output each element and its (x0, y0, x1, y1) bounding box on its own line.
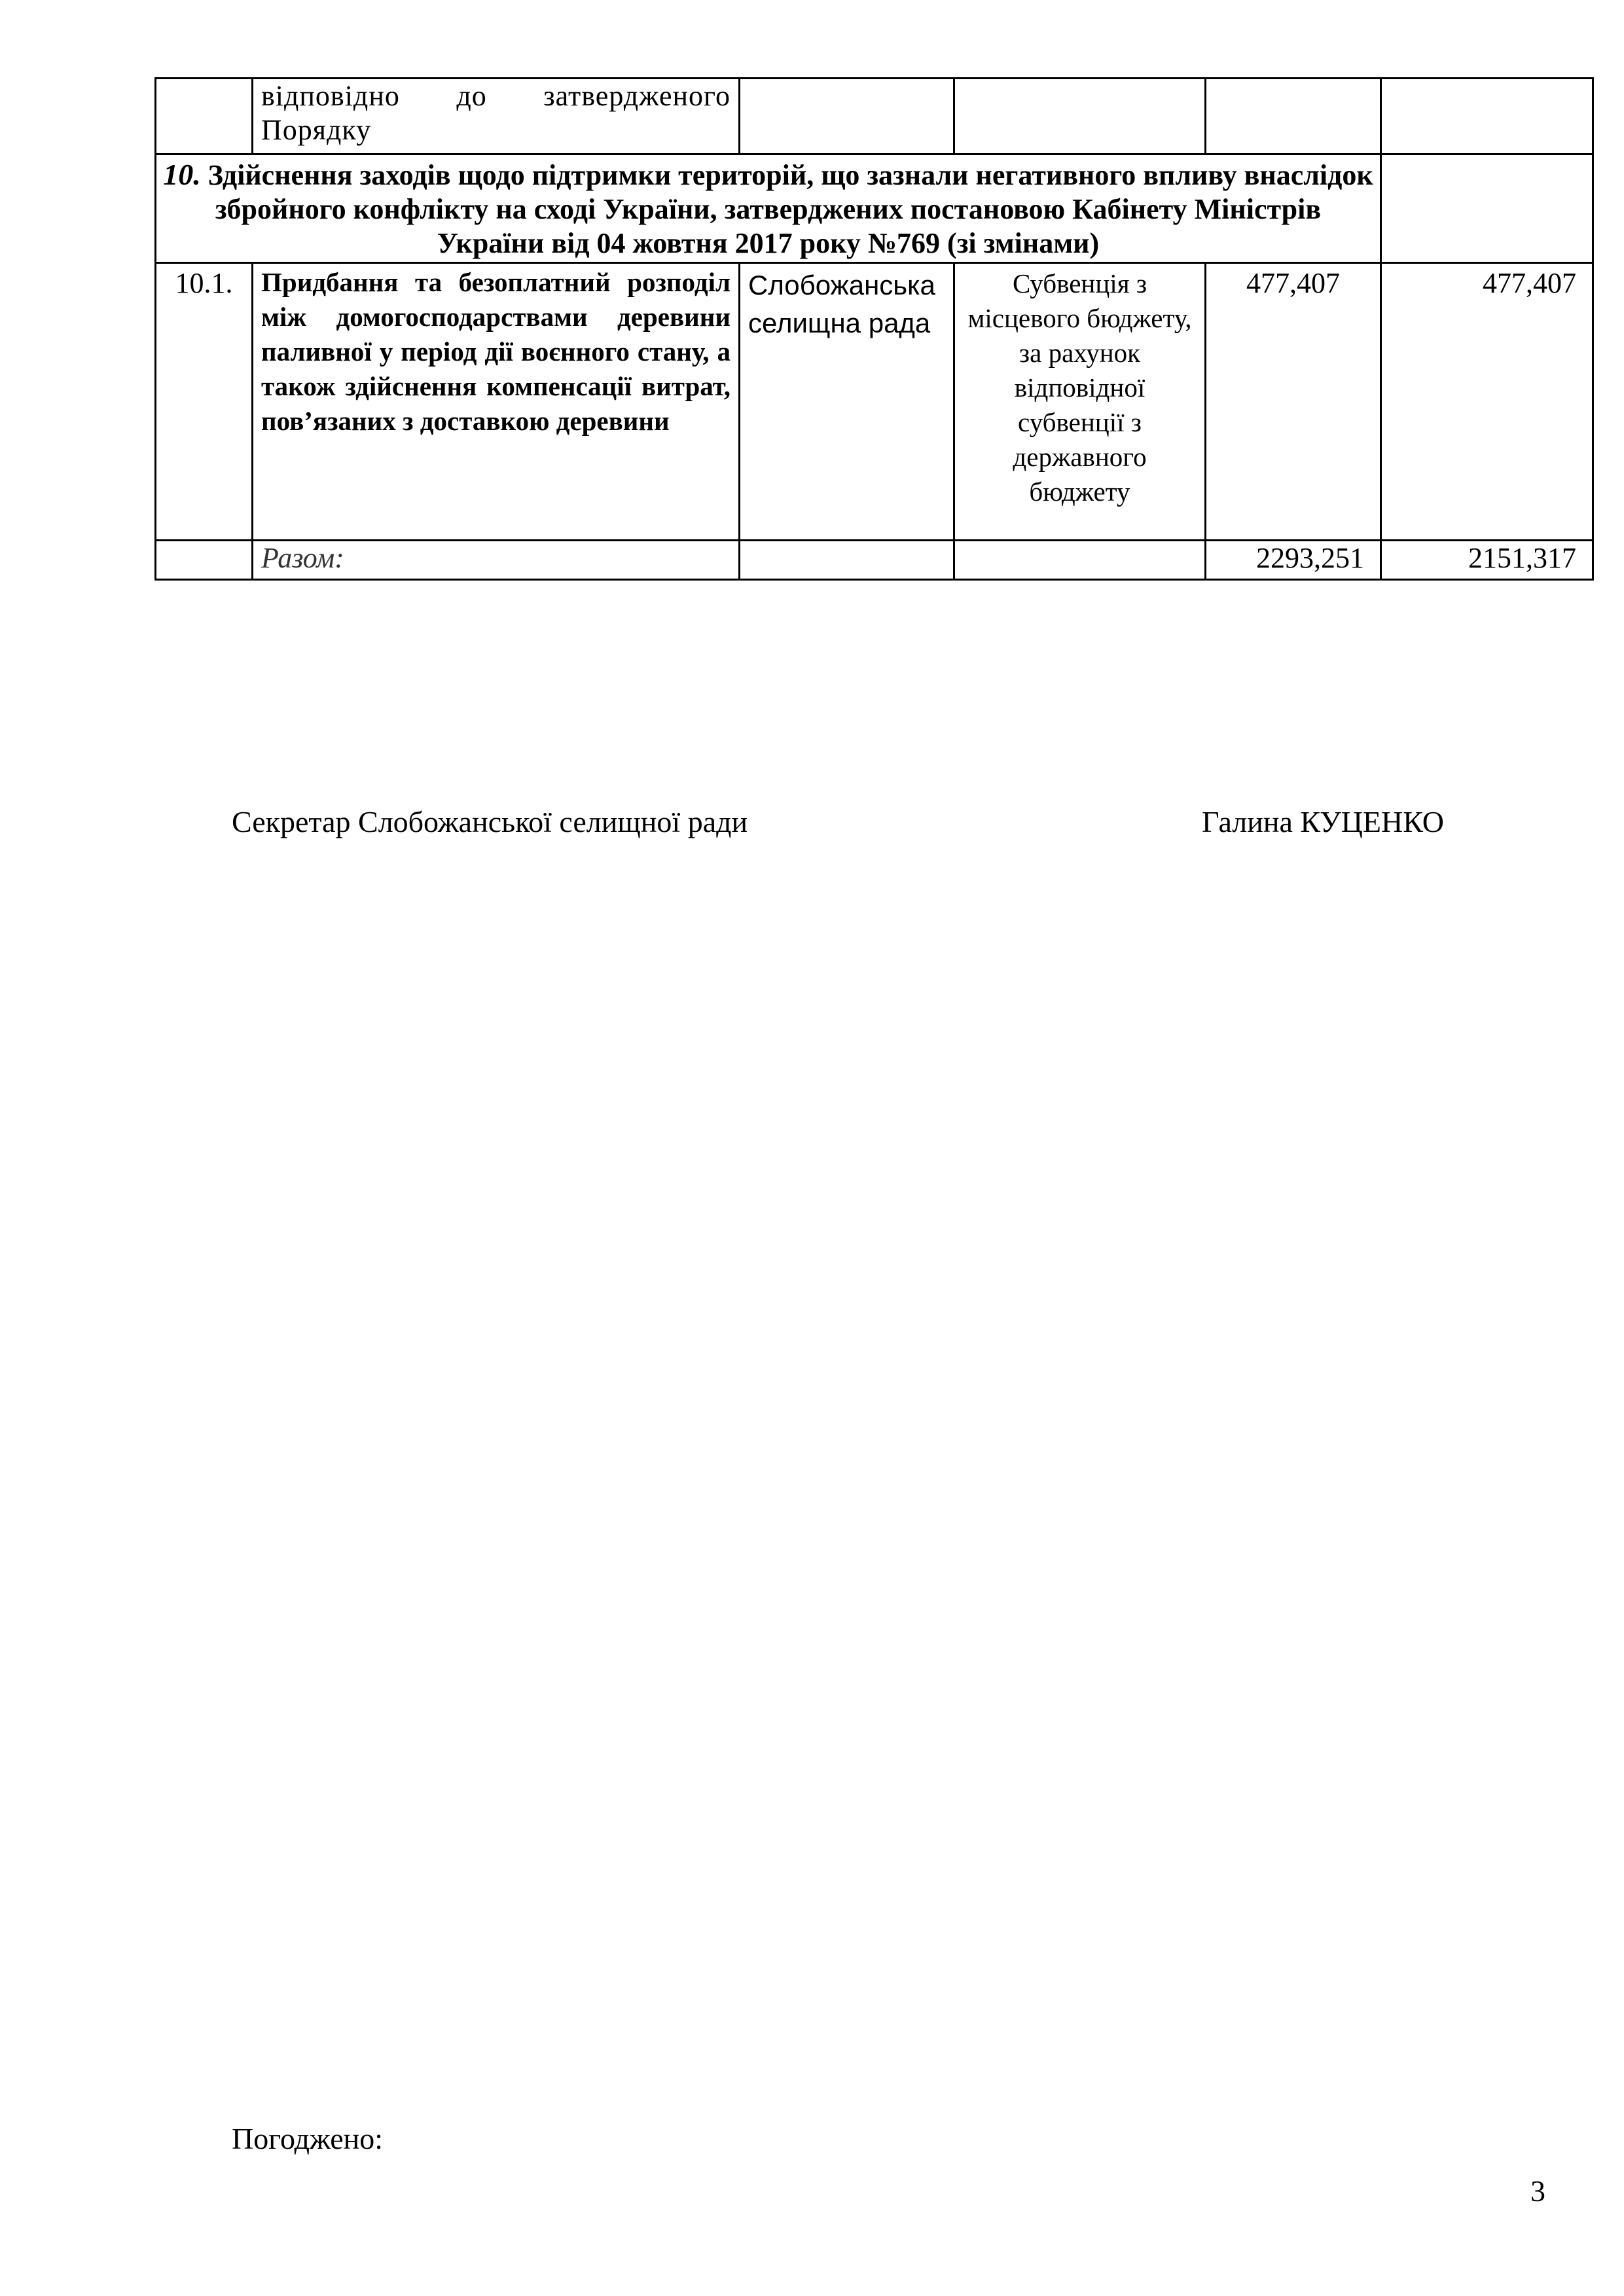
cell-amount2 (1381, 79, 1593, 154)
cell-amount1 (1206, 79, 1381, 154)
signature-name: Галина КУЦЕНКО (1202, 805, 1444, 838)
row-source: Субвенція з місцевого бюджету, за рахунок відповідної субвенції з державного бюджету (954, 263, 1206, 541)
signature-position: Секретар Слобожанської селищної ради (232, 805, 748, 838)
table-row (156, 79, 1593, 154)
cell-source (954, 79, 1206, 154)
row-amount1: 477,407 (1206, 263, 1381, 541)
cell-empty (1381, 154, 1593, 263)
total-amount2: 2151,317 (1381, 541, 1593, 580)
cell-number (156, 79, 253, 154)
table-row (156, 263, 1593, 541)
cell-description: відповідно до затвердженого Порядку (253, 79, 740, 154)
budget-table (154, 77, 1594, 581)
total-row (156, 541, 1593, 580)
section-header-row (156, 154, 1593, 263)
row-number: 10.1. (156, 263, 253, 541)
cell-empty (954, 541, 1206, 580)
total-amount1: 2293,251 (1206, 541, 1381, 580)
cell-executor (740, 79, 954, 154)
cell-empty (740, 541, 954, 580)
section-number: 10. (163, 158, 201, 191)
total-label: Разом: (253, 541, 740, 580)
row-executor: Слобожанська селищна рада (740, 263, 954, 541)
agreed-label: Погоджено: (232, 2122, 384, 2155)
row-description: Придбання та безоплатний розподіл між домогосподарствами деревини паливної у період дії воєнного стану, а також здійснення компенсації витрат, пов’язаних з доставкою деревини (253, 263, 740, 541)
cell-empty (156, 541, 253, 580)
page-number: 3 (1530, 2174, 1545, 2208)
section-header (156, 154, 1381, 263)
row-amount2: 477,407 (1381, 263, 1593, 541)
section-title: Здійснення заходів щодо підтримки територій, що зазнали негативного впливу внаслідок збройного конфлікту на сході України, затверджених постановою Кабінету Міністрів України від 04 жовтня 2017 року №769 (зі змінами) (208, 159, 1373, 259)
